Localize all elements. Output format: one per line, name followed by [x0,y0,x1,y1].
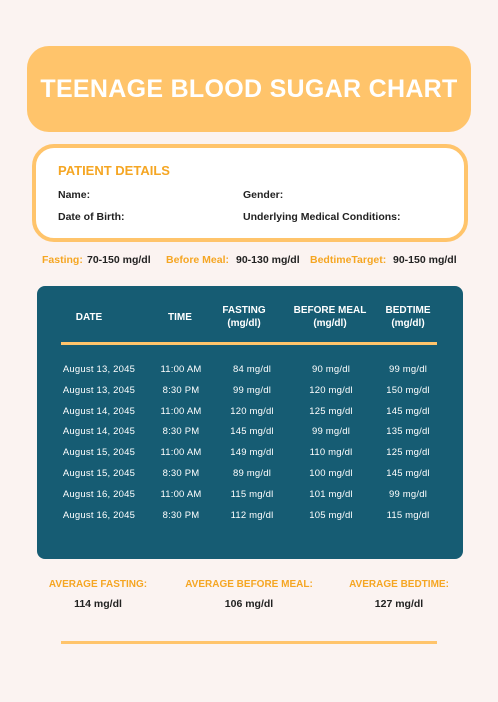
title-banner [27,46,471,132]
header-date: DATE [75,312,103,323]
cell-time: 11:00 AM [160,364,202,375]
cell-before-meal: 90 mg/dl [311,364,351,375]
cell-time: 8:30 PM [162,384,200,396]
target-fasting-label: Fasting: [42,254,83,266]
gender-label: Gender: [243,189,284,201]
cell-bedtime: 135 mg/dl [386,426,430,438]
avg-bedtime-value: 127 mg/dl [374,598,424,610]
cell-fasting: 112 mg/dl [230,509,274,521]
cell-date: August 15, 2045 [62,468,136,479]
cell-fasting: 115 mg/dl [230,488,274,500]
header-fasting: FASTING (mg/dl) [222,305,266,329]
target-fasting-value: 70-150 mg/dl [87,254,151,266]
cell-bedtime: 115 mg/dl [386,509,430,521]
cell-fasting: 89 mg/dl [232,468,272,479]
table-row [37,489,463,503]
avg-before-meal-label: AVERAGE BEFORE MEAL: [185,579,313,590]
header-bedtime: BEDTIME (mg/dl) [385,305,431,329]
cell-time: 11:00 AM [160,488,202,500]
page-title: TEENAGE BLOOD SUGAR CHART [40,74,458,103]
table-row [37,468,463,482]
cell-fasting: 149 mg/dl [230,447,274,459]
cell-date: August 14, 2045 [62,426,136,438]
dob-label: Date of Birth: [58,211,125,223]
target-bedtime-value: 90-150 mg/dl [393,254,457,266]
cell-date: August 13, 2045 [62,364,136,375]
header-before-meal: BEFORE MEAL (mg/dl) [293,305,367,329]
target-bedtime-label: BedtimeTarget: [310,254,387,266]
cell-date: August 13, 2045 [62,384,136,396]
avg-bedtime-label: AVERAGE BEDTIME: [349,579,449,590]
cell-before-meal: 100 mg/dl [309,468,353,479]
avg-fasting-label: AVERAGE FASTING: [48,579,148,590]
cell-before-meal: 105 mg/dl [309,509,353,521]
cell-bedtime: 145 mg/dl [386,468,430,479]
bottom-divider [61,641,437,644]
cell-date: August 14, 2045 [62,405,136,417]
cell-date: August 16, 2045 [62,509,136,521]
conditions-label: Underlying Medical Conditions: [243,211,401,223]
avg-fasting-value: 114 mg/dl [74,598,122,610]
avg-before-meal-value: 106 mg/dl [224,598,274,610]
name-label: Name: [58,189,91,201]
table-row [37,447,463,461]
cell-bedtime: 125 mg/dl [386,447,430,459]
table-row [37,385,463,399]
cell-time: 8:30 PM [162,509,200,521]
cell-date: August 15, 2045 [62,447,136,459]
cell-bedtime: 99 mg/dl [388,488,428,500]
header-divider [61,342,437,345]
cell-fasting: 120 mg/dl [230,405,274,417]
patient-details-heading: PATIENT DETAILS [58,163,170,178]
cell-fasting: 145 mg/dl [230,426,274,438]
target-before-meal-label: Before Meal: [166,254,230,266]
cell-time: 8:30 PM [162,468,200,479]
cell-before-meal: 99 mg/dl [311,426,351,438]
cell-fasting: 99 mg/dl [232,384,272,396]
table-row [37,406,463,420]
cell-bedtime: 145 mg/dl [386,405,430,417]
cell-time: 11:00 AM [160,447,202,459]
table-row [37,510,463,524]
cell-date: August 16, 2045 [62,488,136,500]
cell-bedtime: 150 mg/dl [386,384,430,396]
cell-bedtime: 99 mg/dl [388,364,428,375]
header-time: TIME [168,312,192,323]
cell-before-meal: 110 mg/dl [309,447,353,459]
table-row [37,426,463,440]
cell-before-meal: 101 mg/dl [309,488,353,500]
cell-fasting: 84 mg/dl [232,364,272,375]
cell-before-meal: 125 mg/dl [309,405,353,417]
cell-time: 8:30 PM [162,426,200,438]
table-row [37,364,463,378]
cell-time: 11:00 AM [160,405,202,417]
patient-details-box [32,144,468,242]
target-before-meal-value: 90-130 mg/dl [236,254,300,266]
cell-before-meal: 120 mg/dl [309,384,353,396]
readings-table [37,286,463,559]
